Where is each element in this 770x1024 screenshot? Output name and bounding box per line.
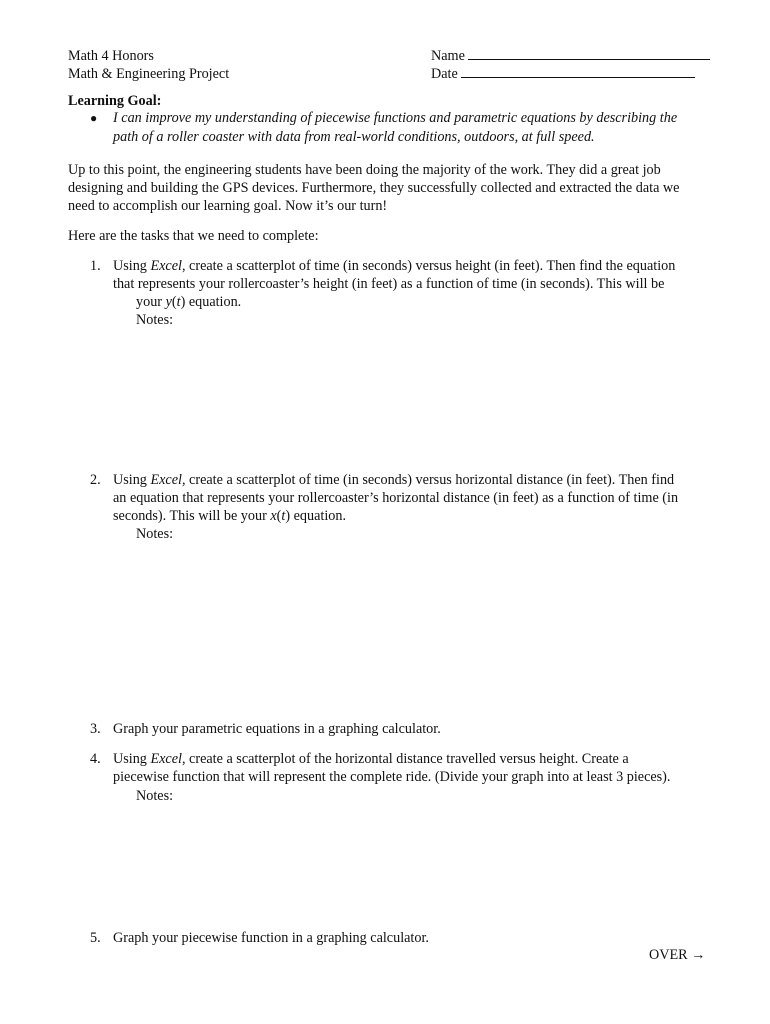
- over-note: [649, 946, 705, 964]
- task2-line2: an equation that represents your rollercoaster’s horizontal distance (in feet) as a function of time (in: [113, 490, 679, 506]
- task4-notes: Notes:: [136, 788, 174, 804]
- over-label: OVER: [649, 947, 688, 963]
- date-field: [431, 65, 695, 83]
- task1-line1: Using Excel, create a scatterplot of time (in seconds) versus height (in feet). Then find the equation: [113, 258, 676, 274]
- task2-line3: seconds). This will be your x(t) equation.: [113, 508, 347, 524]
- task3-number: 3.: [90, 721, 101, 737]
- date-label: Date: [431, 66, 458, 82]
- task4-line1: Using Excel, create a scatterplot of the horizontal distance travelled versus height. Create a: [113, 751, 629, 767]
- intro-line2: designing and building the GPS devices. Furthermore, they successfully collected and extracted the data we: [68, 180, 680, 196]
- task1-line3: your y(t) equation.: [136, 294, 242, 310]
- learning-goal-line2: path of a roller coaster with data from real-world conditions, outdoors, at full speed.: [113, 129, 595, 145]
- task1-number: 1.: [90, 258, 101, 274]
- name-blank: [468, 47, 710, 60]
- learning-goal-heading: Learning Goal:: [68, 93, 162, 109]
- task5-text: Graph your piecewise function in a graphing calculator.: [113, 930, 429, 946]
- task1-notes: Notes:: [136, 312, 174, 328]
- task4-number: 4.: [90, 751, 101, 767]
- bullet-icon: ●: [90, 111, 98, 125]
- task1-line2: that represents your rollercoaster’s height (in feet) as a function of time (in seconds). This will be: [113, 276, 665, 292]
- right-arrow-icon: →: [691, 947, 706, 963]
- date-blank: [461, 65, 695, 78]
- task2-line1: Using Excel, create a scatterplot of time (in seconds) versus horizontal distance (in feet). Then find: [113, 472, 675, 488]
- learning-goal-line1: I can improve my understanding of piecewise functions and parametric equations by describing the: [113, 110, 678, 126]
- task3-text: Graph your parametric equations in a graphing calculator.: [113, 721, 441, 737]
- name-field: [431, 47, 710, 65]
- course-title: Math 4 Honors: [68, 48, 154, 64]
- intro-line3: need to accomplish our learning goal. Now it’s our turn!: [68, 198, 388, 214]
- task5-number: 5.: [90, 930, 101, 946]
- tasks-intro: Here are the tasks that we need to complete:: [68, 228, 319, 244]
- task2-number: 2.: [90, 472, 101, 488]
- task2-notes: Notes:: [136, 526, 174, 542]
- intro-line1: Up to this point, the engineering students have been doing the majority of the work. They did a great job: [68, 162, 661, 178]
- task4-line2: piecewise function that will represent the complete ride. (Divide your graph into at least 3 pieces).: [113, 769, 671, 785]
- name-label: Name: [431, 48, 465, 64]
- project-title: Math & Engineering Project: [68, 66, 230, 82]
